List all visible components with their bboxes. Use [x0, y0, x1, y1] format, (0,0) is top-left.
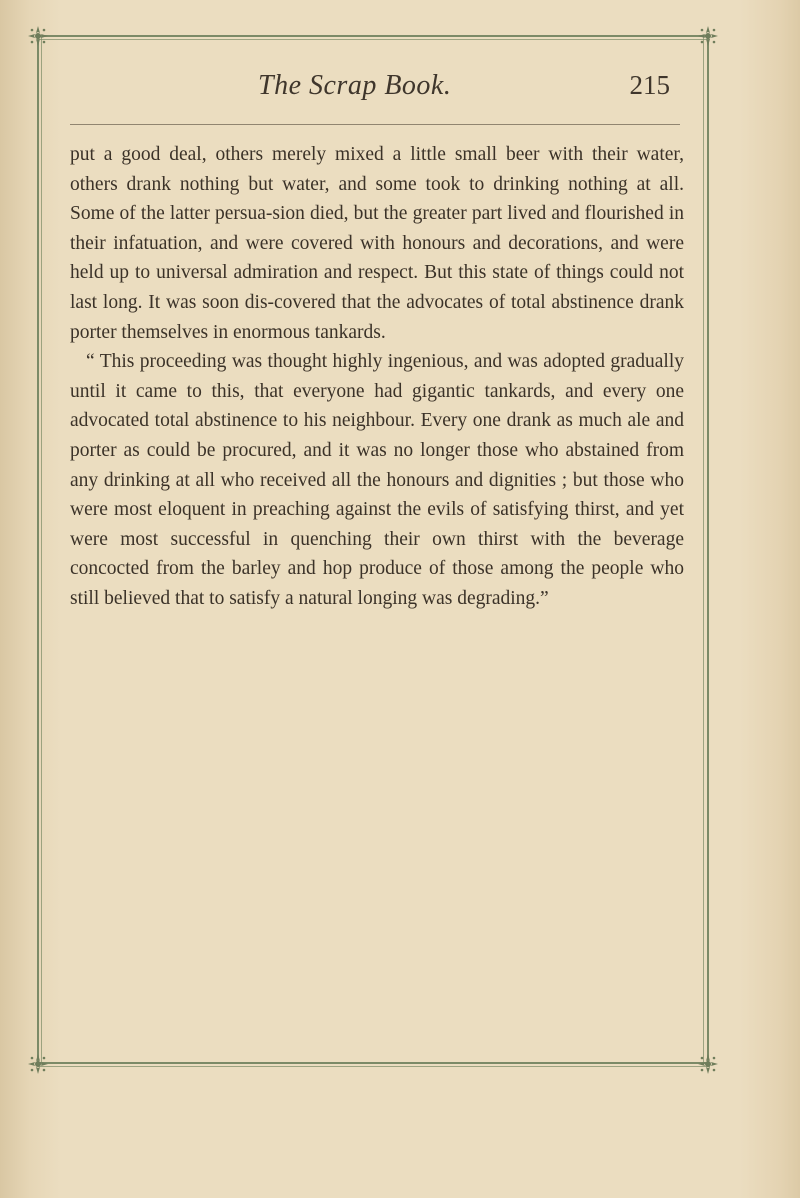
- paragraph: put a good deal, others merely mixed a little small beer with their water, others drank nothing but water, and some took to drinking nothing at all. Some of the latter persua-sion died, but the greater part lived and flourished in their infatuation, and were covered with honours and decorations, and were held up to universal admiration and respect. But this state of things could not last long. It was soon dis-covered that the advocates of total abstinence drank porter themselves in enormous tankards.: [70, 144, 684, 343]
- border-rule-right-inner: [703, 35, 704, 1065]
- ornament-icon: [697, 1053, 719, 1075]
- header-rule: [70, 124, 680, 125]
- body-text: [70, 140, 684, 614]
- border-rule-right: [707, 35, 709, 1065]
- running-header: [72, 66, 672, 106]
- border-rule-bottom: [38, 1062, 710, 1064]
- border-rule-top-inner: [38, 39, 710, 40]
- page-number: 215: [629, 70, 670, 100]
- border-rule-left-inner: [41, 35, 42, 1065]
- paragraph: “ This proceeding was thought highly ingenious, and was adopted gradually until it came to this, that everyone had gigantic tankards, and every one advocated total abstinence to his neighbour. Every one drank as much ale and porter as could be procured, and it was no longer those who abstained from any drinking at all who received all the honours and dignities ; but those who were most eloquent in preaching against the evils of satisfying thirst, and yet were most successful in quenching their own thirst with the beverage concocted from the barley and hop produce of those among the people who still believed that to satisfy a natural longing was degrading.”: [70, 351, 684, 609]
- ornament-icon: [27, 25, 49, 47]
- border-rule-left: [37, 35, 39, 1065]
- border-rule-bottom-inner: [38, 1066, 710, 1067]
- ornament-icon: [27, 1053, 49, 1075]
- ornament-icon: [697, 25, 719, 47]
- border-rule-top: [38, 35, 710, 37]
- running-title: The Scrap Book.: [258, 70, 452, 101]
